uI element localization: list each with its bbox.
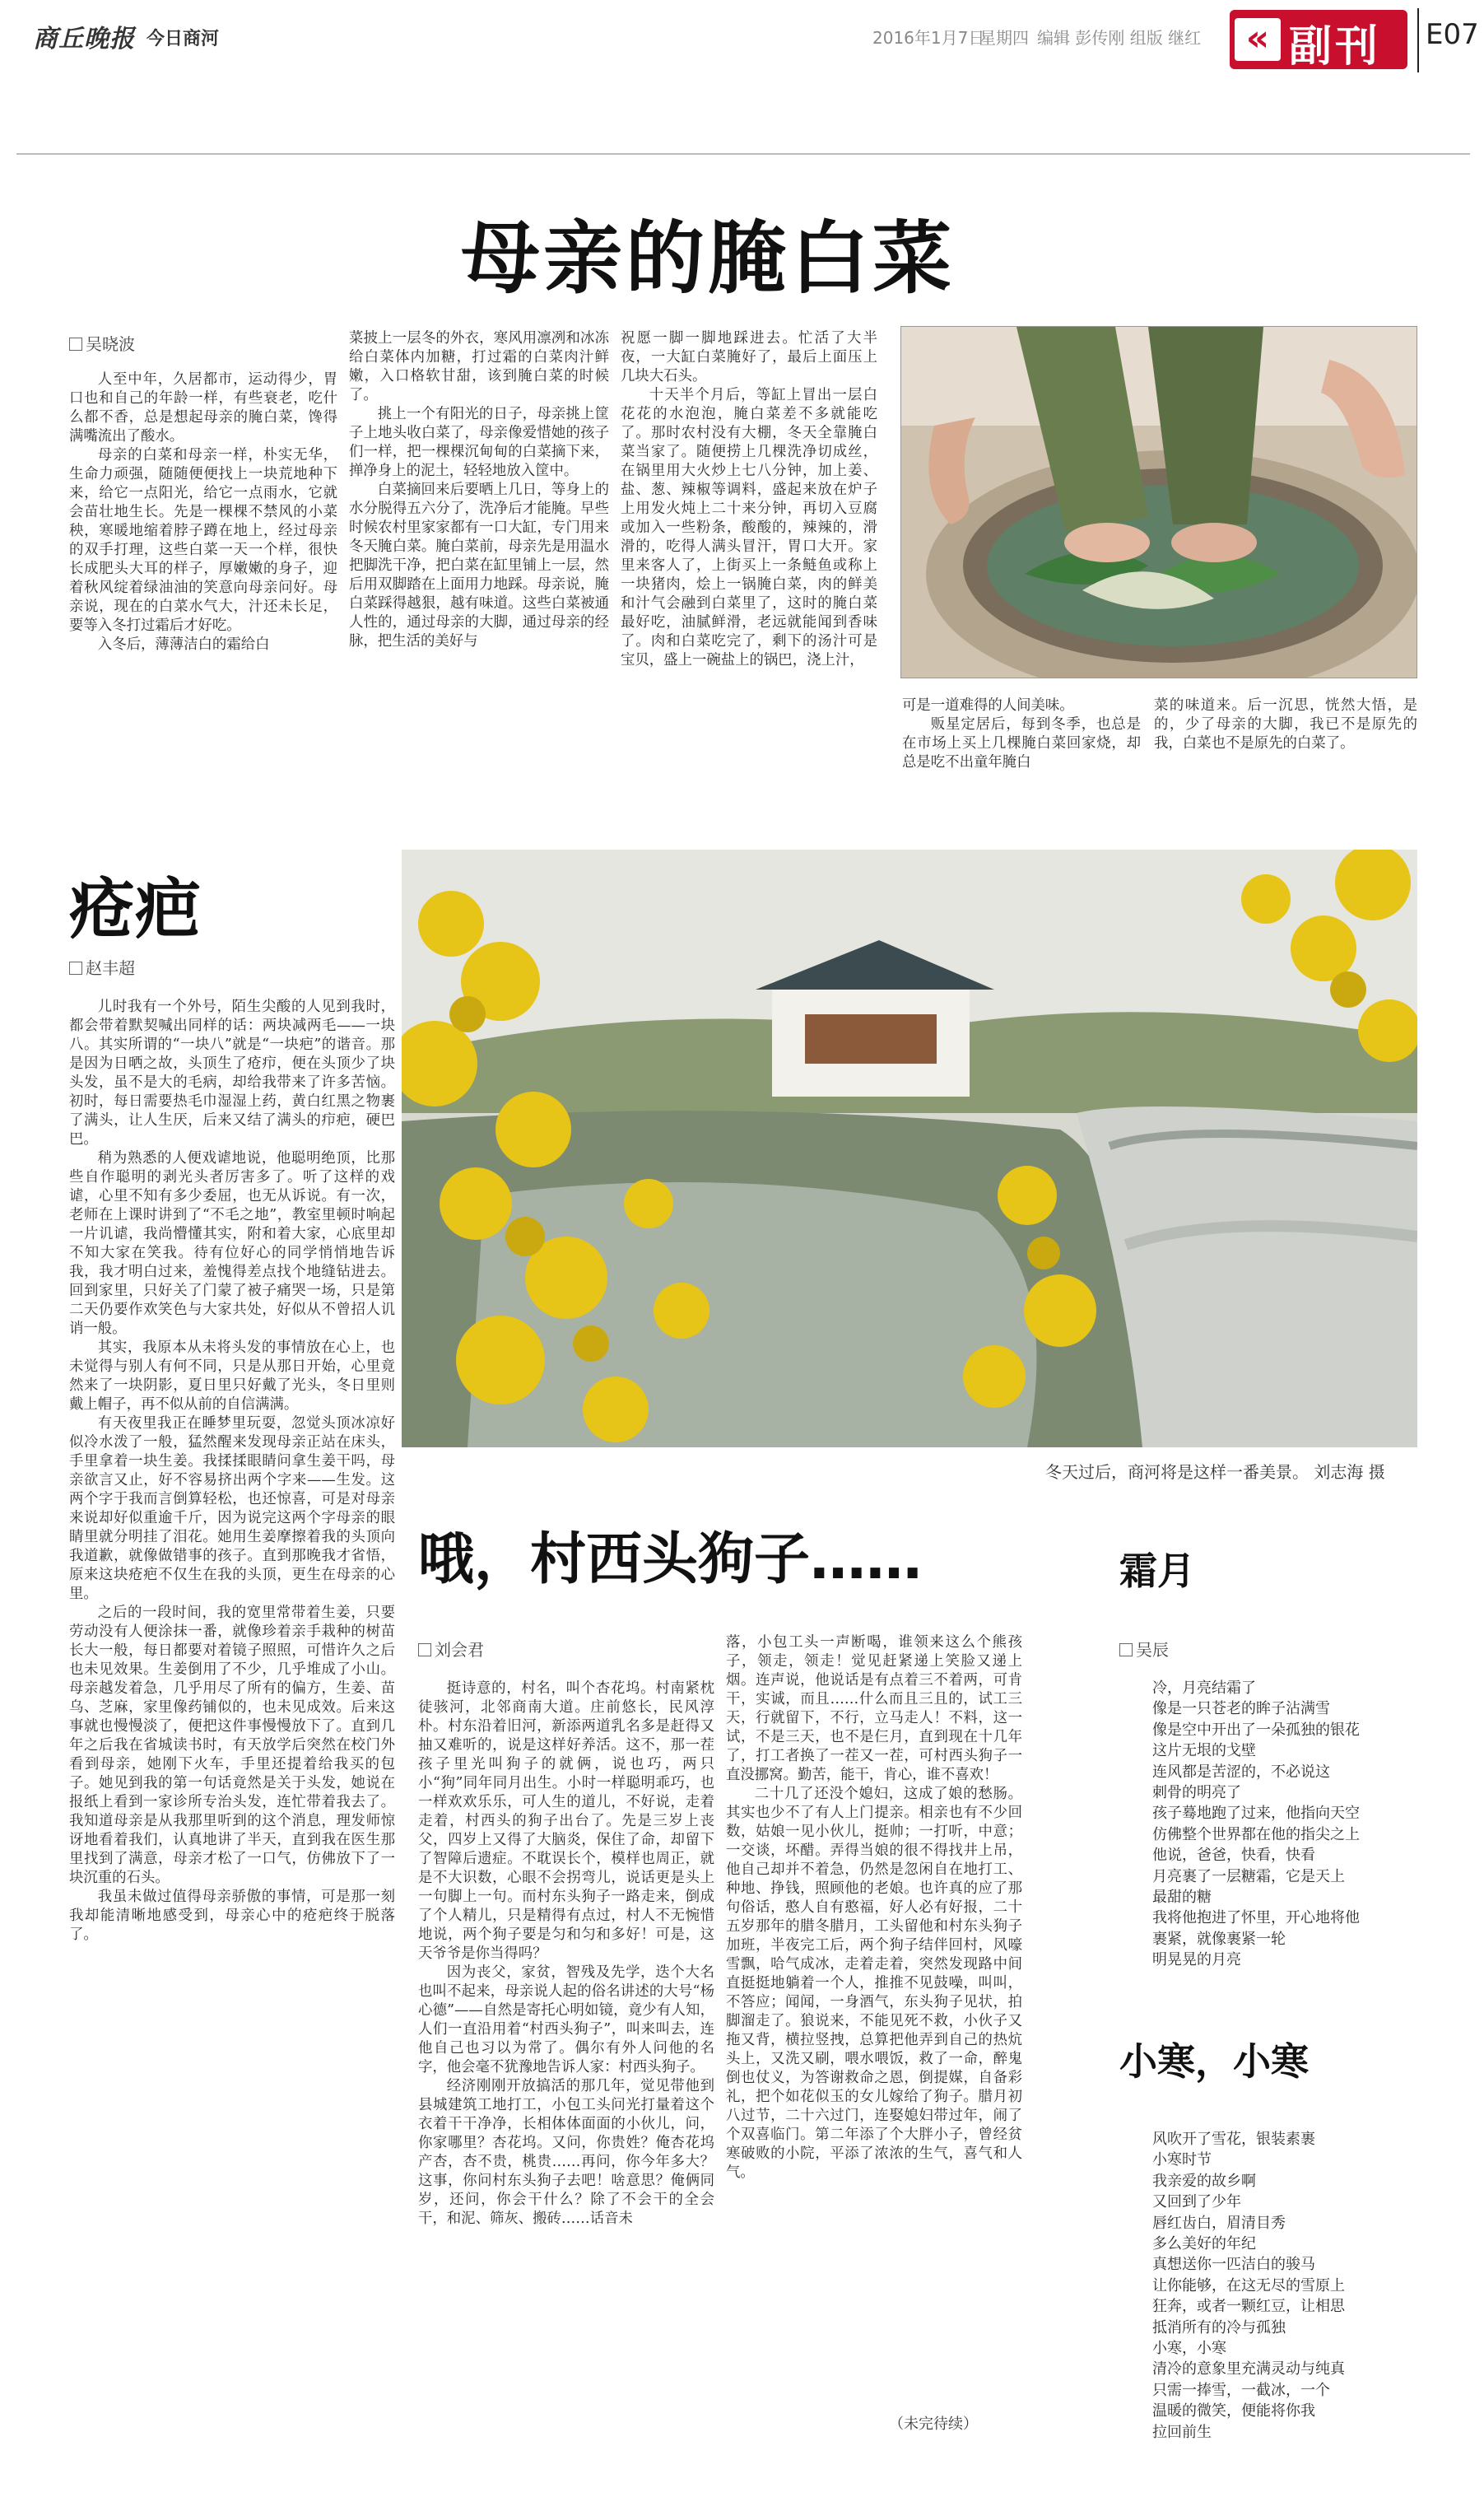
poem-line: 像是一只苍老的眸子沾满雪 [1152,1700,1330,1718]
poem-line: 刺骨的明亮了 [1152,1784,1241,1802]
article-column [418,1679,714,2420]
article-byline: 刘会君 [418,1637,484,1661]
poem-line: 唇红齿白，眉清目秀 [1152,2214,1286,2232]
poem-title: 小寒，小寒 [1119,2039,1309,2084]
poem-line: 仿佛整个世界都在他的指尖之上 [1152,1825,1360,1843]
paragraph: 入冬后，薄薄洁白的霜给白 [97,636,270,653]
article-column [69,998,395,2420]
poem-line: 小寒时节 [1152,2151,1212,2169]
article-column [1154,696,1417,799]
chevron-left-icon: « [1235,18,1281,61]
poem-line: 让你能够，在这无尽的雪原上 [1152,2276,1345,2294]
paragraph: 二十几了还没个媳妇，这成了娘的愁肠。其实也少不了有人上门提亲。相亲也有不少回数，姑娘一见小伙儿，挺帅；一打听，中意；一交谈，坏醋。弄得当娘的很不得找井上吊，他自己却并不着急，仍然是忽闲自在地打工、种地、挣钱，照顾他的老娘。也许真的应了那句俗话，憨人自有憨福，好人必有好报，二十五岁那年的腊冬腊月，工头留他和村东头狗子加班，半夜完工后，两个狗子结伴回村，风嚎雪飘，哈气成冰，走着走着，突然发现路中间直挺挺地躺着一个人，推推不见鼓噪，叫叫，不答应；闻闻，一身酒气，东头狗子见状，拍脚溜走了。狼说来，不能见死不救，小伙子又拖又背，横拉竖拽，总算把他弄到自己的热炕头上，又洗又刷，喂水喂饭，救了一命，醉鬼倒也仗义，为答谢救命之恩，倒提媒，自备彩礼，把个如花似玉的女儿嫁给了狗子。腊月初八过节，二十六过门，连娶媳妇带过年，闹了个双喜临门。第二年添了个大胖小子，曾经贫寒破败的小院，平添了浓浓的生气，喜气和人气。 [726,1786,1022,2181]
paragraph: 贩星定居后，每到冬季，也总是在市场上买上几棵腌白菜回家烧，却总是吃不出童年腌白 [902,716,1141,771]
poem-line: 这片无垠的戈壁 [1152,1742,1256,1760]
paragraph: 可是一道难得的人间美味。 [902,697,1074,714]
poem-line: 抵消所有的冷与孤独 [1152,2318,1286,2336]
masthead-logo: 商丘晚报 [33,25,135,54]
article-column [349,329,609,799]
paragraph: 其实，我原本从未将头发的事情放在心上，也未觉得与别人有何不同，只是从那日开始，心里竟然来了一块阴影，夏日里只好戴了光头，冬日里则戴上帽子，再不似从前的自信满满。 [69,1339,395,1413]
poem-line: 孩子蓦地跑了过来，他指向天空 [1152,1805,1360,1823]
issue-weekday: 星期四 [979,28,1029,48]
poem-line: 明晃晃的月亮 [1152,1951,1241,1969]
paragraph: 人至中年，久居都市，运动得少，胃口也和自己的年龄一样，有些衰老，吃什么都不香，总是想起母亲的腌白菜，馋得满嘴流出了酸水。 [69,371,337,445]
paragraph: 挑上一个有阳光的日子，母亲挑上筐子上地头收白菜了，母亲像爱惜她的孩子们一样，把一棵棵沉甸甸的白菜摘下来，掸净身上的泥土，轻轻地放入筐中。 [349,406,609,479]
article-column [726,1633,1022,2399]
poem-line: 多么美好的年纪 [1152,2235,1256,2253]
page-number: E07 [1426,18,1479,51]
paragraph: 落，小包工头一声断喝，谁领来这么个熊孩子，领走，领走！觉见赶紧递上笑脸又递上烟。连声说，他说话是有点着三不着两，可肯干，实诚，而且……什么而且三且的，试工三天，行就留下，不行，立马走人！不料，这一试，不是三天，也不是仨月，直到现在十几年了，打工者换了一茬又一茬，可村西头狗子一直没挪窝。勤苦，能干，肯心，谁不喜欢！ [726,1634,1022,1783]
article-column [621,329,877,799]
issue-date: 2016年1月7日 [872,28,985,48]
paragraph: 稍为熟悉的人便戏谑地说，他聪明绝顶，比那些自作聪明的剥光头者厉害多了。听了这样的戏谑，心里不知有多少委屈，也无从诉说。有一次，老师在上课时讲到了“不毛之地”，教室里顿时响起一片讥谑，我尚懵懂其实，附和着大家，心底里却不知大家在笑我。待有位好心的同学悄悄地告诉我，我才明白过来，羞愧得差点找个地缝钻进去。回到家里，只好关了门蒙了被子痛哭一场，只是第二天仍要作欢笑色与大家共处，好似从不曾招人讥诮一般。 [69,1150,395,1337]
poem-line: 风吹开了雪花，银装素裹 [1152,2131,1315,2148]
paragraph: 经济刚刚开放搞活的那几年，觉见带他到县城建筑工地打工，小包工头问光打量着这个衣着干干净净，长相体体面面的小伙儿，问，你家哪里？杏花坞。又问，你贵姓？俺杏花坞产杏，杏不贵，桃贵……再问，你今年多大？这事，你问村东头狗子去吧！啥意思？俺俩同岁，还问，你会干什么？除了不会干的全会干，和泥、筛灰、搬砖……话音未 [418,2078,714,2227]
paragraph: 菜披上一层冬的外衣，寒风用凛冽和冰冻给白菜体内加糖，打过霜的白菜肉汁鲜嫩，入口格软甘甜，该到腌白菜的时候了。 [349,330,609,403]
article-column [902,696,1141,799]
poem-line: 最甜的糖 [1152,1889,1212,1907]
photo-illustration [402,850,1417,1447]
article-title: 母亲的腌白菜 [461,212,955,305]
edition-label: 副刊 [1289,22,1382,72]
editor-line: 编辑 彭传刚 组版 继红 [1037,28,1202,48]
poem-line: 连风都是苦涩的，不必说这 [1152,1763,1330,1781]
photo-illustration [901,327,1417,678]
paragraph: 有天夜里我正在睡梦里玩耍，忽觉头顶冰凉好似冷水泼了一般，猛然醒来发现母亲正站在床头，手里拿着一块生姜。我揉揉眼睛问拿生姜干吗，母亲欲言又止，好不容易挤出两个字来——生发。这两个字于我而言倒算轻松，也还惊喜，可是对母亲来说却好似重逾千斤，因为说完这两个字母亲的眼睛里就分明挂了泪花。她用生姜摩擦着我的头顶向我道歉，就像做错事的孩子。直到那晚我才省悟，原来这块疮疤不仅生在我的头顶，更生在母亲的心里。 [69,1415,395,1602]
photo-cabbage-jar [900,326,1417,678]
section-name: 今日商河 [147,29,220,49]
paragraph: 白菜摘回来后要晒上几日，等身上的水分脱得五六分了，洗净后才能腌。早些时候农村里家家都有一口大缸，专门用来冬天腌白菜。腌白菜前，母亲先是用温水把脚洗干净，把白菜在缸里铺上一层，然后用双脚踏在上面用力地踩。母亲说，腌白菜踩得越狠，越有味道。这些白菜被通人性的，通过母亲的大脚，通过母亲的经脉，把生活的美好与 [349,482,609,650]
article-column [69,370,337,799]
poem-line: 温暖的微笑，便能将你我 [1152,2402,1315,2420]
header-rule [16,153,1470,155]
poem-title: 霜月 [1119,1549,1195,1593]
paragraph: 祝愿一脚一脚地踩进去。忙活了大半夜，一大缸白菜腌好了，最后上面压上几块大石头。 [621,330,877,384]
poem-line: 狂奔，或者一颗红豆，让相思 [1152,2298,1345,2316]
article-title: 哦，村西头狗子…… [418,1527,923,1592]
to-be-continued-note: （未完待续） [889,2415,978,2433]
poem-body [1152,1678,1360,1971]
poem-line: 真想送你一匹洁白的骏马 [1152,2256,1315,2274]
poem-line: 像是空中开出了一朵孤独的银花 [1152,1721,1360,1739]
poem-line: 月亮裹了一层糖霜，它是天上 [1152,1867,1345,1885]
poem-line: 我亲爱的故乡啊 [1152,2172,1256,2190]
poem-line: 小寒，小寒 [1152,2340,1226,2358]
poem-line: 裹紧，就像裹紧一轮 [1152,1930,1286,1948]
poem-line: 又回到了少年 [1152,2193,1241,2211]
paragraph: 菜的味道来。后一沉思，恍然大悟，是的，少了母亲的大脚，我已不是原先的我，白菜也不是原先的白菜了。 [1154,697,1417,752]
article-title: 疮疤 [69,871,201,948]
poem-byline: 吴辰 [1119,1637,1169,1661]
paragraph: 之后的一段时间，我的宽里常带着生姜，只要劳动没有人便涂抹一番，就像珍着亲手栽种的树苗长大一般，每日都要对着镜子照照，可惜许久之后也未见效果。生姜倒用了不少，几乎堆成了小山。母亲越发着急，几乎用尽了所有的偏方，生姜、苗乌、芝麻，家里像药铺似的，也未见成效。后来这事就也慢慢淡了，便把这件事慢慢放下了。直到几年之后我在省城读书时，有天放学后突然在校门外看到母亲，她刚下火车，手里还提着给我买的包子。她见到我的第一句话竟然是关于头发，她说在报纸上看到一家诊所专治头发，连忙带着我去了。我知道母亲是从我那里听到的这个消息，理发师惊讶地看着我们，认真地讲了半天，直到我在医生那里找到了满意，母亲才松了一口气，仿佛放下了一块沉重的石头。 [69,1605,395,1886]
paragraph: 因为丧父，家贫，智残及先学，迭个大名也叫不起来，母亲说人起的俗名讲述的大号“杨心德”——自然是寄托心明如镜，竟少有人知，人们一直沿用着“村西头狗子”，叫来叫去，连他自己也习以为常了。偶尔有外人问他的名字，他会毫不犹豫地告诉人家：村西头狗子。 [418,1964,714,2075]
paragraph: 母亲的白菜和母亲一样，朴实无华，生命力顽强，随随便便找上一块荒地种下来，给它一点阳光，给它一点雨水，它就会苗壮地生长。先是一棵棵不禁风的小菜秧，寒暖地缩着脖子蹲在地上，经过母亲的双手打理，这些白菜一天一个样，很快长成肥头大耳的样子，厚嫩嫩的身子，迎着秋风绽着绿油油的笑意向母亲问好。母亲说，现在的白菜水气大，汁还未长足，要等入冬打过霜后才好吃。 [69,447,337,634]
poem-line: 清冷的意象里充满灵动与纯真 [1152,2360,1345,2378]
photo-lake-scenery [402,850,1417,1447]
header-divider [1417,8,1419,72]
poem-line: 只需一捧雪，一截冰，一个 [1152,2381,1330,2399]
poem-line: 他说，爸爸，快看，快看 [1152,1847,1315,1865]
article-byline: 吴晓波 [69,331,135,355]
photo-caption: 冬天过后，商河将是这样一番美景。 刘志海 摄 [1045,1462,1385,1482]
paragraph: 儿时我有一个外号，陌生尖酸的人见到我时，都会带着默契喊出同样的话：两块减两毛——一块八。其实所谓的“一块八”就是“一块疤”的谐音。那是因为日晒之故，头顶生了疮疖，便在头顶少了块头发，虽不是大的毛病，却给我带来了许多苦恼。初时，每日需要热毛巾湿湿上药，黄白红黑之物裹了满头，让人生厌，后来又结了满头的疖疤，硬巴巴。 [69,999,395,1148]
article-byline: 赵丰超 [69,955,135,979]
poem-body [1152,2129,1345,2443]
poem-line: 冷，月亮结霜了 [1152,1679,1256,1697]
paragraph: 我虽未做过值得母亲骄傲的事情，可是那一刻我却能清晰地感受到，母亲心中的疮疤终于脱落了。 [69,1889,395,1943]
paragraph: 挺诗意的，村名，叫个杏花坞。村南紧枕徒骇河，北邻商南大道。庄前悠长，民风淳朴。村东沿着旧河，新添两道乳名多是赶得又抽又难听的，说是这样好养活。这不，那一茬孩子里光叫狗子的就俩，说也巧，两只小“狗”同年同月出生。小时一样聪明乖巧，也一样欢欢乐乐，可人生的道儿，不好说，走着走着，村西头的狗子出台了。先是三岁上丧父，四岁上又得了大脑炎，保住了命，却留下了智障后遗症。不耽误长个，模样也周正，就是不大识数，心眼不会拐弯儿，说话更是头上一句脚上一句。而村东头狗子一路走来，倒成了个人精儿，只是精得有点过，村人不无惋惜地说，两个狗子要是匀和匀和多好！可是，这天爷爷是你当得吗？ [418,1680,714,1962]
poem-line: 拉回前生 [1152,2423,1212,2441]
poem-line: 我将他抱进了怀里，开心地将他 [1152,1909,1360,1927]
paragraph: 十天半个月后，等缸上冒出一层白花花的水泡泡，腌白菜差不多就能吃了。那时农村没有大棚，冬天全靠腌白菜当家了。随便捞上几棵洗净切成丝，在锅里用大火炒上七八分钟，加上姜、盐、葱、辣椒等调料，盛起来放在炉子上用发火炖上二十来分钟，再切入豆腐或加入一些粉条，酸酸的，辣辣的，滑滑的，吃得人满头冒汗，胃口大开。家里来客人了，上街买上一条鲢鱼或称上一块猪肉，烩上一锅腌白菜，肉的鲜美和汁气会融到白菜里了，这时的腌白菜最好吃，油腻鲜滑，老远就能闻到香味了。肉和白菜吃完了，剩下的汤汁可是宝贝，盛上一碗盐上的锅巴，浇上汁， [621,387,877,669]
